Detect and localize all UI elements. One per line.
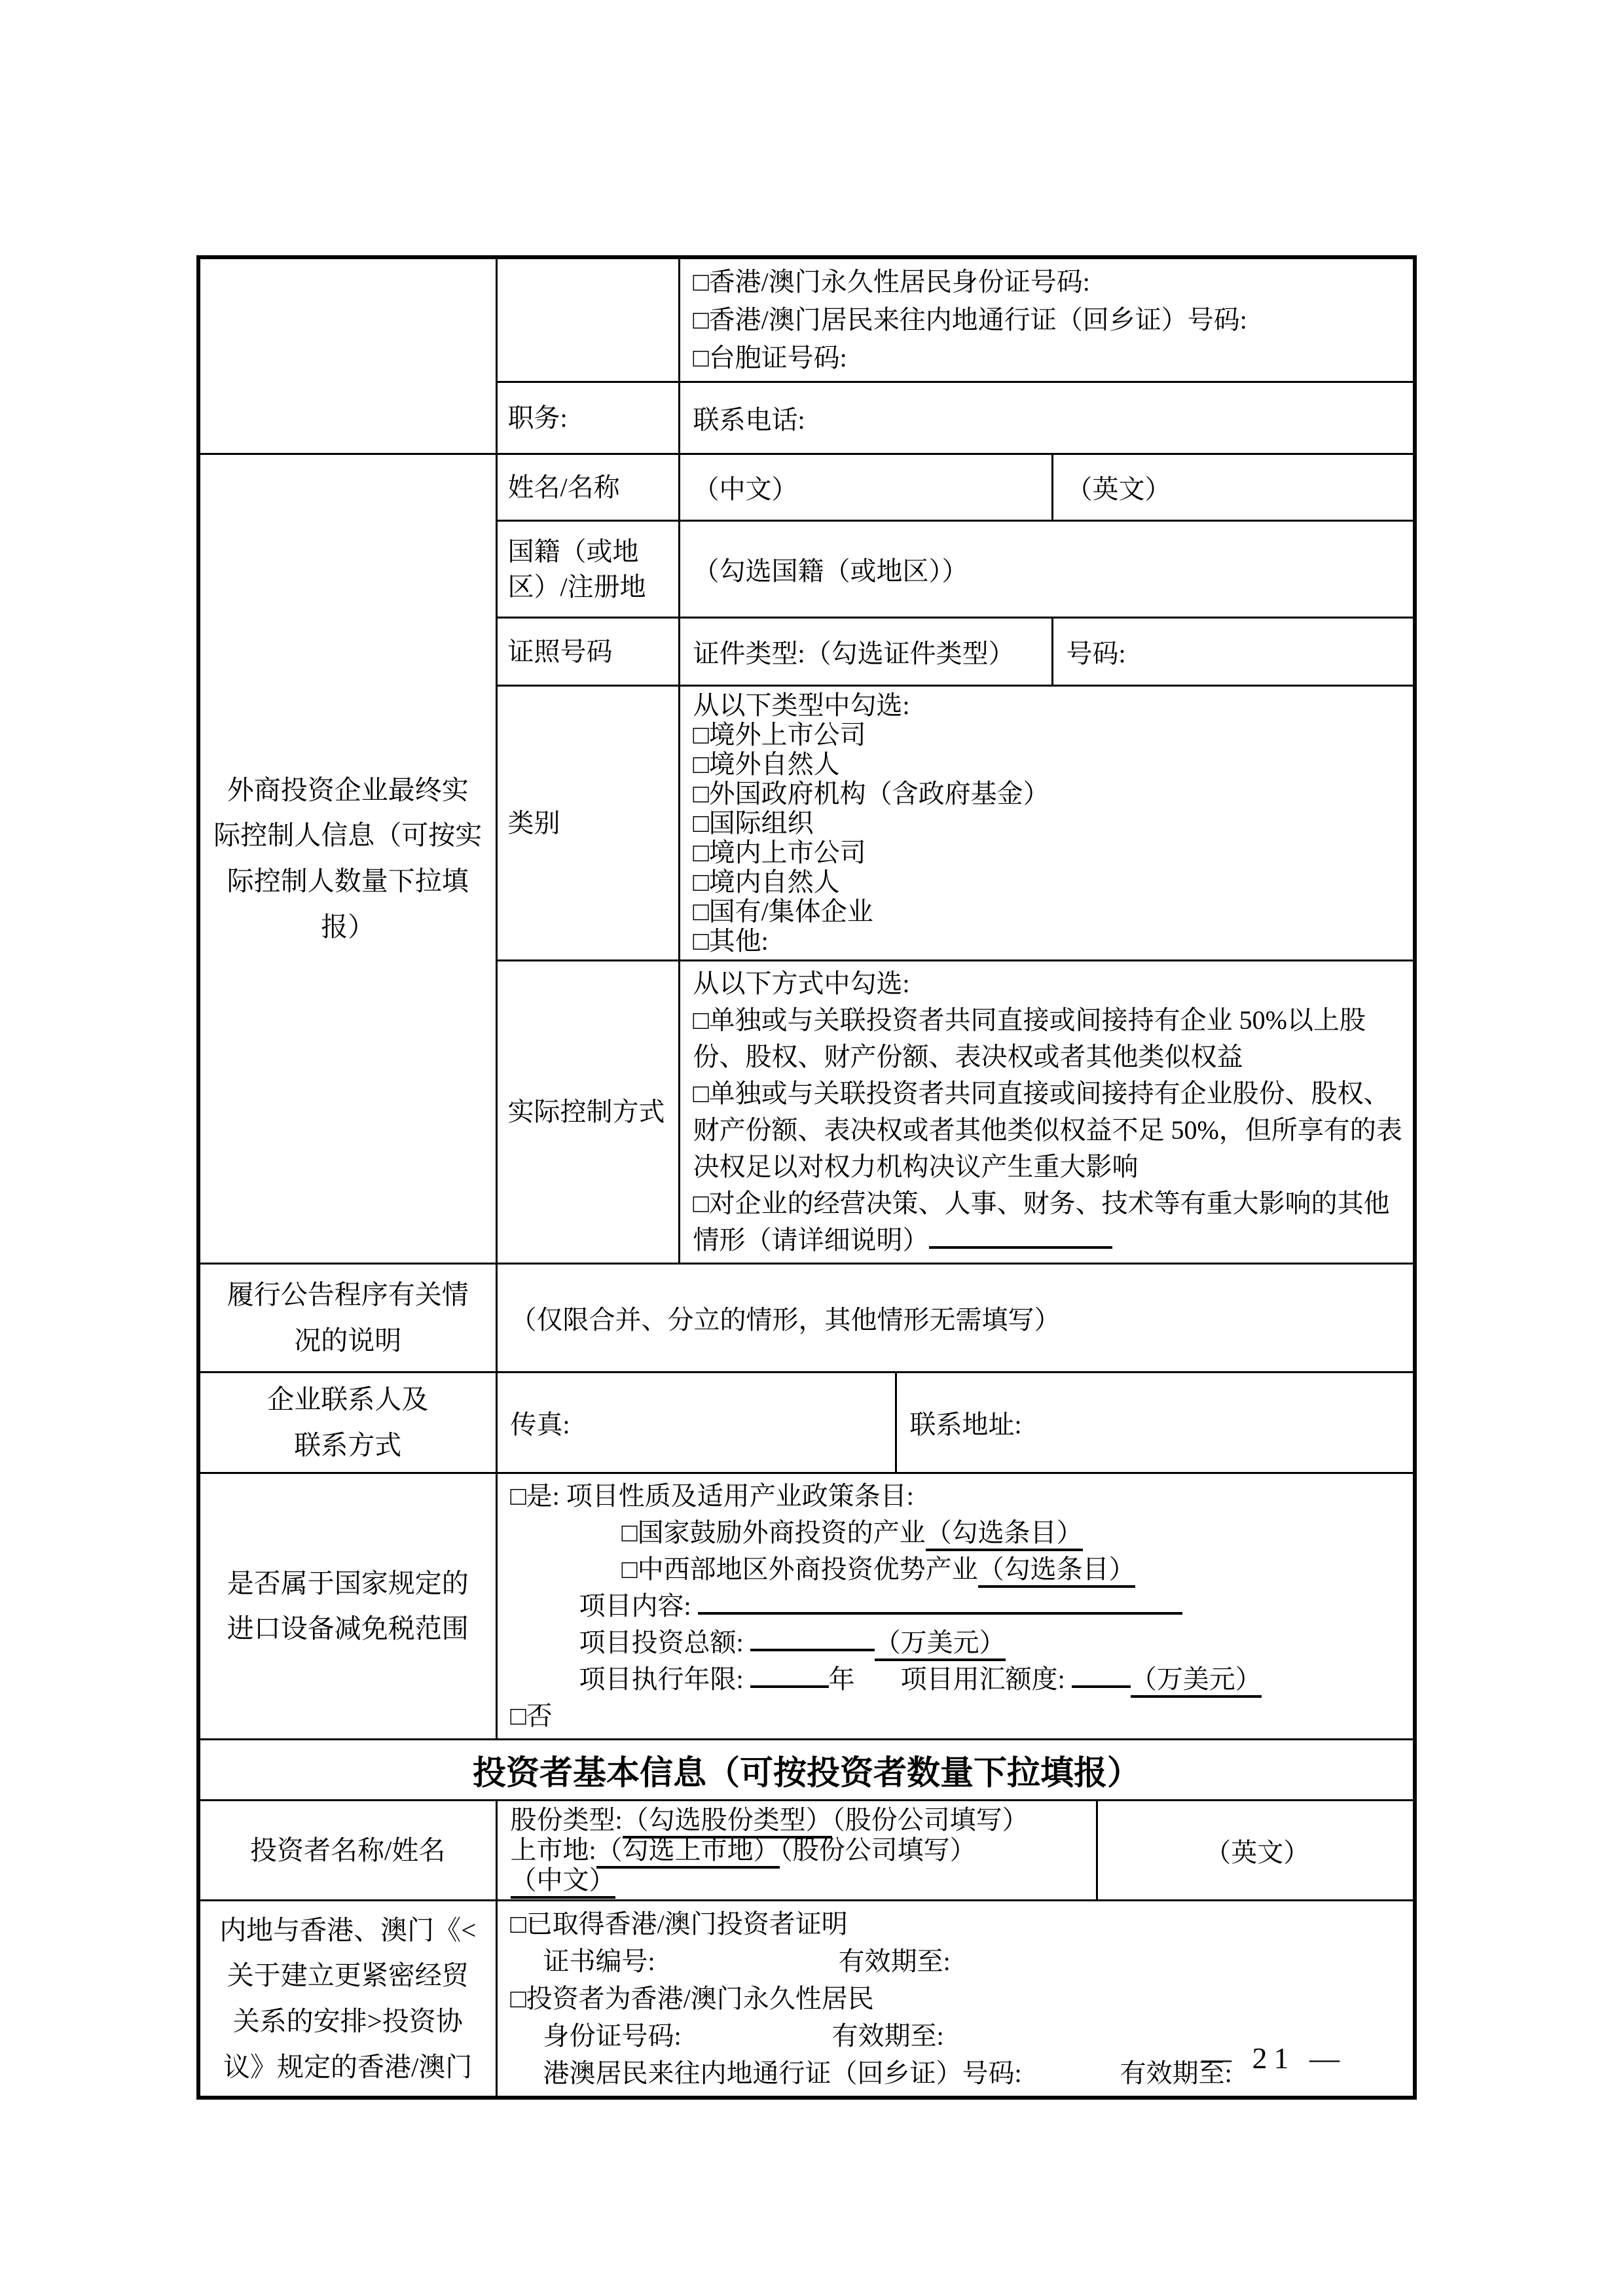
checkbox-option-foreign-gov[interactable]: □外国政府机构（含政府基金） bbox=[693, 779, 1049, 808]
listing-place-pick-entry[interactable]: （勾选上市地） bbox=[596, 1835, 780, 1869]
contact-address-field[interactable]: 联系地址: bbox=[896, 1372, 1415, 1473]
other-influence-blank-line[interactable] bbox=[929, 1224, 1112, 1249]
midwest-pick-entry[interactable]: （勾选条目） bbox=[978, 1554, 1135, 1588]
investor-name-en-field[interactable]: （英文） bbox=[1097, 1801, 1415, 1901]
table-row bbox=[198, 1801, 1415, 1901]
id-number-label: 身份证号码: bbox=[543, 2021, 682, 2051]
listing-place-line bbox=[511, 1835, 1087, 1865]
permit-valid-until-label: 有效期至: bbox=[1120, 2058, 1232, 2089]
midwest-industry-text: □中西部地区外商投资优势产业 bbox=[621, 1554, 978, 1585]
checkbox-option-other-influence-text: □对企业的经营决策、人事、财务、技术等有重大影响的其他情形（请详细说明） bbox=[693, 1189, 1390, 1255]
project-years-line bbox=[511, 1661, 1404, 1698]
table-row bbox=[198, 1473, 1415, 1740]
investor-section-header: 投资者基本信息（可按投资者数量下拉填报） bbox=[198, 1740, 1415, 1801]
checkbox-option-hold-under-50[interactable]: □单独或与关联投资者共同直接或间接持有企业股份、股权、财产份额、表决权或者其他类似权益不足 50%，但所享有的表决权足以对权力机构决议产生重大影响 bbox=[693, 1079, 1402, 1181]
name-cn-field[interactable]: （中文） bbox=[679, 454, 1052, 521]
hkmo-id-options-cell bbox=[679, 257, 1415, 382]
project-amount-line bbox=[511, 1624, 1404, 1661]
project-years-blank-line[interactable] bbox=[750, 1663, 829, 1688]
controller-label-line: 报） bbox=[321, 911, 375, 942]
checkbox-option-cepa-permanent-resident[interactable]: □投资者为香港/澳门永久性居民 bbox=[510, 1984, 874, 2014]
home-return-permit-label: 港澳居民来往内地通行证（回乡证）号码: bbox=[543, 2058, 1022, 2089]
cepa-section-label bbox=[198, 1901, 496, 2098]
checkbox-option-taiwan-compatriot-id[interactable]: □台胞证号码: bbox=[693, 343, 847, 372]
tax-label-line: 进口设备减免税范围 bbox=[227, 1613, 469, 1644]
controller-label-line: 外商投资企业最终实 bbox=[227, 774, 469, 805]
project-forex-blank-line[interactable] bbox=[1072, 1663, 1131, 1688]
table-row bbox=[198, 1264, 1415, 1372]
checkbox-option-tax-yes[interactable]: □是: 项目性质及适用产业政策条目: bbox=[510, 1481, 914, 1511]
project-forex-unit: （万美元） bbox=[1131, 1664, 1262, 1698]
checkbox-option-hkmo-permanent-id[interactable]: □香港/澳门永久性居民身份证号码: bbox=[693, 267, 1090, 296]
project-forex-label: 项目用汇额度: bbox=[900, 1664, 1065, 1695]
encouraged-pick-entry[interactable]: （勾选条目） bbox=[926, 1518, 1083, 1551]
investor-name-cn-field[interactable] bbox=[511, 1865, 1087, 1895]
prev-empty-cell bbox=[496, 257, 679, 382]
checkbox-option-encouraged-industry[interactable] bbox=[511, 1515, 1404, 1551]
cepa-label-line: 议》规定的香港/澳门 bbox=[223, 2051, 473, 2082]
name-label: 姓名/名称 bbox=[496, 454, 679, 521]
investment-form-table bbox=[196, 255, 1417, 2100]
prev-section-spacer-cell bbox=[198, 257, 496, 454]
checkbox-option-hkmo-home-return-permit[interactable]: □香港/澳门居民来往内地通行证（回乡证）号码: bbox=[693, 305, 1247, 334]
share-type-note: （股份公司填写） bbox=[831, 1805, 1029, 1835]
checkbox-option-midwest-industry[interactable] bbox=[511, 1551, 1404, 1588]
license-number-field[interactable]: 号码: bbox=[1052, 618, 1415, 686]
checkbox-option-intl-org[interactable]: □国际组织 bbox=[693, 808, 814, 838]
controller-section-label bbox=[198, 454, 496, 1264]
investor-name-cn-cell bbox=[496, 1801, 1097, 1901]
contact-label-line: 企业联系人及 bbox=[267, 1384, 429, 1414]
cert-valid-until-label: 有效期至: bbox=[838, 1946, 951, 1977]
table-row bbox=[198, 454, 1415, 521]
tax-exemption-options-cell bbox=[496, 1473, 1415, 1740]
announcement-section-label bbox=[198, 1264, 496, 1372]
category-options-cell bbox=[679, 686, 1415, 961]
investor-name-cn-text: （中文） bbox=[511, 1865, 615, 1899]
announcement-label-line: 况的说明 bbox=[294, 1325, 402, 1355]
cert-number-label: 证书编号: bbox=[543, 1946, 655, 1977]
encouraged-industry-text: □国家鼓励外商投资的产业 bbox=[621, 1518, 926, 1548]
control-method-options-cell bbox=[679, 961, 1415, 1264]
contact-section-label bbox=[198, 1372, 496, 1473]
cepa-label-line: 内地与香港、澳门《< bbox=[219, 1914, 477, 1945]
project-years-unit: 年 bbox=[828, 1664, 855, 1695]
control-method-label: 实际控制方式 bbox=[496, 961, 679, 1264]
control-method-hint: 从以下方式中勾选: bbox=[693, 969, 910, 998]
category-label: 类别 bbox=[496, 686, 679, 961]
checkbox-option-offshore-listed[interactable]: □境外上市公司 bbox=[693, 720, 866, 749]
project-amount-label: 项目投资总额: bbox=[579, 1628, 744, 1658]
category-hint: 从以下类型中勾选: bbox=[693, 691, 910, 720]
project-content-blank-line[interactable] bbox=[698, 1590, 1182, 1615]
license-type-field[interactable]: 证件类型:（勾选证件类型） bbox=[679, 618, 1052, 686]
checkbox-option-state-collective[interactable]: □国有/集体企业 bbox=[693, 897, 873, 926]
name-en-field[interactable]: （英文） bbox=[1052, 454, 1415, 521]
announcement-note-field[interactable]: （仅限合并、分立的情形，其他情形无需填写） bbox=[496, 1264, 1415, 1372]
fax-field[interactable]: 传真: bbox=[496, 1372, 896, 1473]
license-label: 证照号码 bbox=[496, 618, 679, 686]
project-years-label: 项目执行年限: bbox=[579, 1664, 744, 1695]
id-valid-until-label: 有效期至: bbox=[831, 2021, 944, 2051]
listing-place-label: 上市地: bbox=[510, 1835, 596, 1865]
checkbox-option-category-other[interactable]: □其他: bbox=[693, 926, 769, 956]
cepa-label-line: 关于建立更紧密经贸 bbox=[227, 1960, 469, 1991]
contact-label-line: 联系方式 bbox=[294, 1429, 402, 1460]
tax-label-line: 是否属于国家规定的 bbox=[227, 1568, 469, 1598]
project-amount-unit: （万美元） bbox=[875, 1628, 1006, 1661]
announcement-label-line: 履行公告程序有关情 bbox=[227, 1279, 469, 1310]
project-content-label: 项目内容: bbox=[579, 1591, 691, 1621]
nationality-pick-field[interactable]: （勾选国籍（或地区）） bbox=[679, 521, 1415, 618]
cepa-label-line: 关系的安排>投资协 bbox=[232, 2005, 463, 2036]
share-type-label: 股份类型: bbox=[510, 1805, 623, 1835]
checkbox-option-cepa-certificate[interactable]: □已取得香港/澳门投资者证明 bbox=[510, 1909, 848, 1939]
table-row bbox=[198, 1372, 1415, 1473]
position-label: 职务: bbox=[496, 382, 679, 454]
investor-name-label: 投资者名称/姓名 bbox=[198, 1801, 496, 1901]
table-row bbox=[198, 1740, 1415, 1801]
controller-label-line: 际控制人信息（可按实 bbox=[213, 820, 483, 851]
checkbox-option-hold-50-plus[interactable]: □单独或与关联投资者共同直接或间接持有企业 50%以上股份、股权、财产份额、表决权或者其他类似权益 bbox=[693, 1005, 1366, 1071]
project-content-line bbox=[511, 1588, 1404, 1624]
share-type-line bbox=[511, 1805, 1087, 1835]
tax-exemption-section-label bbox=[198, 1473, 496, 1740]
share-type-pick-entry[interactable]: （勾选股份类型） bbox=[623, 1805, 832, 1839]
nationality-label: 国籍（或地区）/注册地 bbox=[496, 521, 679, 618]
table-row bbox=[198, 257, 1415, 382]
cepa-cert-number-line bbox=[511, 1943, 1404, 1980]
checkbox-option-other-influence[interactable] bbox=[693, 1185, 1404, 1259]
checkbox-option-offshore-person[interactable]: □境外自然人 bbox=[693, 749, 840, 779]
checkbox-option-domestic-person[interactable]: □境内自然人 bbox=[693, 867, 840, 897]
controller-label-line: 际控制人数量下拉填 bbox=[227, 866, 469, 896]
checkbox-option-tax-no[interactable]: □否 bbox=[510, 1701, 553, 1731]
project-amount-blank-line[interactable] bbox=[750, 1626, 875, 1651]
page-number: — 21 — bbox=[1201, 2041, 1346, 2075]
contact-phone-field[interactable]: 联系电话: bbox=[679, 382, 1415, 454]
listing-place-note: （股份公司填写） bbox=[779, 1835, 976, 1865]
checkbox-option-domestic-listed[interactable]: □境内上市公司 bbox=[693, 838, 866, 867]
